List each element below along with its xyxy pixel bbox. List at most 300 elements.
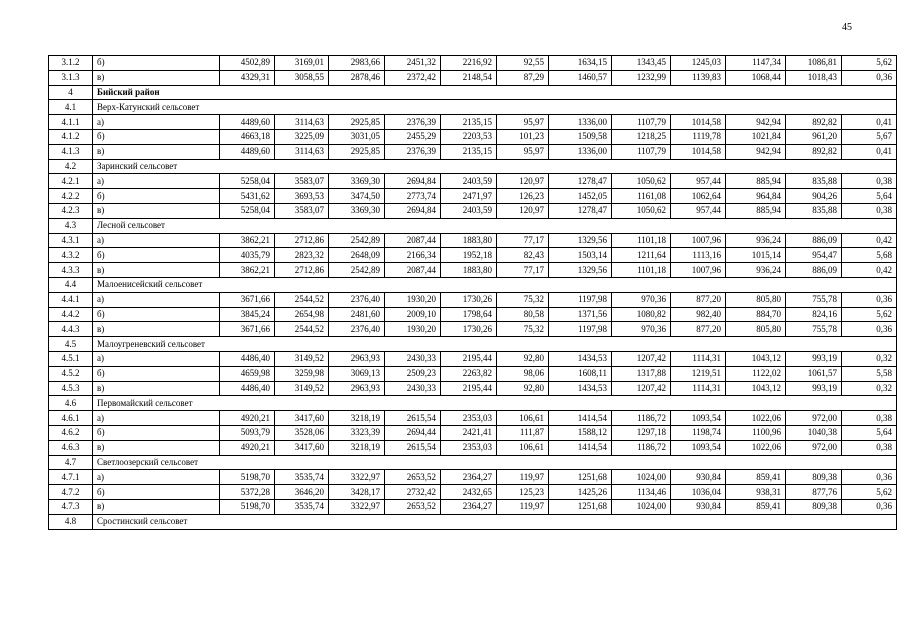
- row-variant: б): [93, 189, 220, 204]
- value-cell: 1297,18: [612, 425, 671, 440]
- value-cell: 2878,46: [329, 70, 385, 85]
- value-cell: 5198,70: [220, 499, 275, 514]
- value-cell: 2263,82: [441, 366, 497, 381]
- value-cell: 4489,60: [220, 115, 275, 130]
- value-cell: 2148,54: [441, 70, 497, 85]
- value-cell: 930,84: [671, 470, 726, 485]
- row-variant: а): [93, 115, 220, 130]
- value-cell: 1930,20: [385, 322, 441, 337]
- value-cell: 1343,45: [612, 56, 671, 71]
- value-cell: 942,94: [726, 144, 786, 159]
- value-cell: 5372,28: [220, 485, 275, 500]
- value-cell: 80,58: [497, 307, 549, 322]
- value-cell: 5,58: [842, 366, 897, 381]
- value-cell: 4486,40: [220, 351, 275, 366]
- value-cell: 1503,14: [549, 248, 612, 263]
- row-code: 4.2.3: [49, 203, 93, 218]
- section-title: Верх-Катунский сельсовет: [93, 100, 897, 115]
- value-cell: 3369,30: [329, 174, 385, 189]
- value-cell: 1278,47: [549, 174, 612, 189]
- value-cell: 1883,80: [441, 233, 497, 248]
- value-cell: 1186,72: [612, 440, 671, 455]
- row-variant: в): [93, 499, 220, 514]
- value-cell: 92,80: [497, 351, 549, 366]
- value-cell: 2087,44: [385, 263, 441, 278]
- value-cell: 964,84: [726, 189, 786, 204]
- page-number: 45: [842, 22, 852, 33]
- value-cell: 1460,57: [549, 70, 612, 85]
- value-cell: 835,88: [786, 203, 842, 218]
- section-code: 4.2: [49, 159, 93, 174]
- table-row: [49, 263, 897, 278]
- row-variant: б): [93, 307, 220, 322]
- row-variant: а): [93, 174, 220, 189]
- value-cell: 2195,44: [441, 351, 497, 366]
- value-cell: 4486,40: [220, 381, 275, 396]
- value-cell: 2009,10: [385, 307, 441, 322]
- value-cell: 2372,42: [385, 70, 441, 85]
- section-code: 4.8: [49, 514, 93, 529]
- value-cell: 92,55: [497, 56, 549, 71]
- value-cell: 3114,63: [275, 144, 329, 159]
- value-cell: 2403,59: [441, 203, 497, 218]
- value-cell: 2653,52: [385, 470, 441, 485]
- value-cell: 755,78: [786, 292, 842, 307]
- value-cell: 1018,43: [786, 70, 842, 85]
- value-cell: 993,19: [786, 351, 842, 366]
- row-code: 4.6.1: [49, 411, 93, 426]
- section-code: 4.1: [49, 100, 93, 115]
- value-cell: 0,32: [842, 381, 897, 396]
- value-cell: 1371,56: [549, 307, 612, 322]
- section-code: 4.4: [49, 277, 93, 292]
- value-cell: 2195,44: [441, 381, 497, 396]
- value-cell: 1730,26: [441, 292, 497, 307]
- value-cell: 2432,65: [441, 485, 497, 500]
- value-cell: 1930,20: [385, 292, 441, 307]
- value-cell: 0,42: [842, 263, 897, 278]
- row-variant: а): [93, 233, 220, 248]
- section-title: Светлоозерский сельсовет: [93, 455, 897, 470]
- value-cell: 1608,11: [549, 366, 612, 381]
- value-cell: 3323,39: [329, 425, 385, 440]
- table-row: [49, 189, 897, 204]
- value-cell: 809,38: [786, 470, 842, 485]
- value-cell: 1414,54: [549, 411, 612, 426]
- section-row: [49, 85, 897, 100]
- value-cell: 101,23: [497, 129, 549, 144]
- table-row: [49, 440, 897, 455]
- row-code: 3.1.3: [49, 70, 93, 85]
- value-cell: 3417,60: [275, 440, 329, 455]
- value-cell: 120,97: [497, 174, 549, 189]
- value-cell: 120,97: [497, 203, 549, 218]
- table-row: [49, 129, 897, 144]
- value-cell: 1251,68: [549, 499, 612, 514]
- value-cell: 2963,93: [329, 381, 385, 396]
- value-cell: 2773,74: [385, 189, 441, 204]
- value-cell: 2471,97: [441, 189, 497, 204]
- value-cell: 1043,12: [726, 381, 786, 396]
- value-cell: 1114,31: [671, 351, 726, 366]
- table-row: [49, 351, 897, 366]
- value-cell: 5,64: [842, 189, 897, 204]
- row-variant: в): [93, 322, 220, 337]
- value-cell: 885,94: [726, 203, 786, 218]
- value-cell: 877,20: [671, 292, 726, 307]
- row-variant: в): [93, 440, 220, 455]
- value-cell: 1317,88: [612, 366, 671, 381]
- value-cell: 5258,04: [220, 174, 275, 189]
- value-cell: 2364,27: [441, 499, 497, 514]
- value-cell: 3169,01: [275, 56, 329, 71]
- value-cell: 886,09: [786, 233, 842, 248]
- row-code: 4.1.3: [49, 144, 93, 159]
- value-cell: 2135,15: [441, 144, 497, 159]
- value-cell: 2963,93: [329, 351, 385, 366]
- row-code: 4.4.1: [49, 292, 93, 307]
- value-cell: 755,78: [786, 322, 842, 337]
- value-cell: 2615,54: [385, 440, 441, 455]
- value-cell: 1022,06: [726, 440, 786, 455]
- section-row: [49, 159, 897, 174]
- value-cell: 0,32: [842, 351, 897, 366]
- value-cell: 4502,89: [220, 56, 275, 71]
- value-cell: 1022,06: [726, 411, 786, 426]
- row-variant: в): [93, 203, 220, 218]
- value-cell: 961,20: [786, 129, 842, 144]
- value-cell: 1336,00: [549, 115, 612, 130]
- value-cell: 5093,79: [220, 425, 275, 440]
- data-table: [48, 55, 897, 530]
- value-cell: 4920,21: [220, 411, 275, 426]
- value-cell: 77,17: [497, 263, 549, 278]
- value-cell: 2376,40: [329, 292, 385, 307]
- value-cell: 970,36: [612, 322, 671, 337]
- value-cell: 993,19: [786, 381, 842, 396]
- row-code: 4.7.3: [49, 499, 93, 514]
- row-code: 4.5.2: [49, 366, 93, 381]
- value-cell: 3149,52: [275, 381, 329, 396]
- value-cell: 0,36: [842, 322, 897, 337]
- table-row: [49, 203, 897, 218]
- value-cell: 3671,66: [220, 292, 275, 307]
- value-cell: 824,16: [786, 307, 842, 322]
- value-cell: 2694,84: [385, 203, 441, 218]
- row-code: 4.4.2: [49, 307, 93, 322]
- value-cell: 2712,86: [275, 233, 329, 248]
- value-cell: 3535,74: [275, 499, 329, 514]
- value-cell: 75,32: [497, 322, 549, 337]
- value-cell: 2481,60: [329, 307, 385, 322]
- value-cell: 809,38: [786, 499, 842, 514]
- value-cell: 1452,05: [549, 189, 612, 204]
- value-cell: 1014,58: [671, 144, 726, 159]
- value-cell: 1198,74: [671, 425, 726, 440]
- value-cell: 2451,32: [385, 56, 441, 71]
- value-cell: 1278,47: [549, 203, 612, 218]
- value-cell: 972,00: [786, 411, 842, 426]
- row-variant: а): [93, 411, 220, 426]
- value-cell: 2403,59: [441, 174, 497, 189]
- value-cell: 2421,41: [441, 425, 497, 440]
- value-cell: 1197,98: [549, 322, 612, 337]
- value-cell: 3862,21: [220, 263, 275, 278]
- value-cell: 1061,57: [786, 366, 842, 381]
- row-code: 4.1.1: [49, 115, 93, 130]
- value-cell: 5,62: [842, 56, 897, 71]
- value-cell: 5,62: [842, 485, 897, 500]
- value-cell: 1093,54: [671, 411, 726, 426]
- value-cell: 859,41: [726, 470, 786, 485]
- value-cell: 1336,00: [549, 144, 612, 159]
- value-cell: 2135,15: [441, 115, 497, 130]
- value-cell: 1107,79: [612, 144, 671, 159]
- value-cell: 0,38: [842, 411, 897, 426]
- value-cell: 3583,07: [275, 174, 329, 189]
- table-row: [49, 307, 897, 322]
- value-cell: 2364,27: [441, 470, 497, 485]
- table-row: [49, 366, 897, 381]
- row-variant: в): [93, 381, 220, 396]
- value-cell: 2544,52: [275, 322, 329, 337]
- value-cell: 2694,44: [385, 425, 441, 440]
- value-cell: 95,97: [497, 144, 549, 159]
- value-cell: 0,38: [842, 203, 897, 218]
- table-body: [49, 56, 897, 530]
- value-cell: 2087,44: [385, 233, 441, 248]
- value-cell: 1043,12: [726, 351, 786, 366]
- row-code: 4.5.3: [49, 381, 93, 396]
- value-cell: 942,94: [726, 115, 786, 130]
- row-code: 4.4.3: [49, 322, 93, 337]
- value-cell: 3259,98: [275, 366, 329, 381]
- value-cell: 5,64: [842, 425, 897, 440]
- value-cell: 2654,98: [275, 307, 329, 322]
- value-cell: 1050,62: [612, 174, 671, 189]
- value-cell: 2694,84: [385, 174, 441, 189]
- value-cell: 2712,86: [275, 263, 329, 278]
- table-row: [49, 115, 897, 130]
- row-code: 4.2.1: [49, 174, 93, 189]
- value-cell: 75,32: [497, 292, 549, 307]
- value-cell: 5431,62: [220, 189, 275, 204]
- value-cell: 2216,92: [441, 56, 497, 71]
- value-cell: 0,36: [842, 470, 897, 485]
- row-variant: б): [93, 56, 220, 71]
- value-cell: 2509,23: [385, 366, 441, 381]
- value-cell: 957,44: [671, 174, 726, 189]
- value-cell: 1036,04: [671, 485, 726, 500]
- value-cell: 1434,53: [549, 381, 612, 396]
- value-cell: 885,94: [726, 174, 786, 189]
- value-cell: 805,80: [726, 292, 786, 307]
- value-cell: 3474,50: [329, 189, 385, 204]
- row-code: 4.7.1: [49, 470, 93, 485]
- value-cell: 1014,58: [671, 115, 726, 130]
- value-cell: 3528,06: [275, 425, 329, 440]
- value-cell: 2353,03: [441, 411, 497, 426]
- value-cell: 2430,33: [385, 351, 441, 366]
- row-variant: в): [93, 263, 220, 278]
- value-cell: 3646,20: [275, 485, 329, 500]
- section-row: [49, 218, 897, 233]
- value-cell: 1197,98: [549, 292, 612, 307]
- value-cell: 1114,31: [671, 381, 726, 396]
- value-cell: 5,62: [842, 307, 897, 322]
- row-code: 4.7.2: [49, 485, 93, 500]
- value-cell: 892,82: [786, 115, 842, 130]
- value-cell: 1588,12: [549, 425, 612, 440]
- value-cell: 3583,07: [275, 203, 329, 218]
- value-cell: 3031,05: [329, 129, 385, 144]
- table-row: [49, 292, 897, 307]
- row-code: 4.6.3: [49, 440, 93, 455]
- value-cell: 1186,72: [612, 411, 671, 426]
- value-cell: 2542,89: [329, 233, 385, 248]
- row-code: 4.2.2: [49, 189, 93, 204]
- value-cell: 3218,19: [329, 440, 385, 455]
- value-cell: 87,29: [497, 70, 549, 85]
- value-cell: 4663,18: [220, 129, 275, 144]
- row-variant: б): [93, 425, 220, 440]
- value-cell: 1218,25: [612, 129, 671, 144]
- row-variant: а): [93, 292, 220, 307]
- value-cell: 1414,54: [549, 440, 612, 455]
- value-cell: 1062,64: [671, 189, 726, 204]
- value-cell: 2166,34: [385, 248, 441, 263]
- value-cell: 1007,96: [671, 263, 726, 278]
- value-cell: 1101,18: [612, 263, 671, 278]
- value-cell: 936,24: [726, 263, 786, 278]
- value-cell: 3322,97: [329, 470, 385, 485]
- value-cell: 1207,42: [612, 351, 671, 366]
- value-cell: 3218,19: [329, 411, 385, 426]
- value-cell: 1050,62: [612, 203, 671, 218]
- value-cell: 0,41: [842, 144, 897, 159]
- value-cell: 1100,96: [726, 425, 786, 440]
- table-row: [49, 381, 897, 396]
- section-title: Малоугреневский сельсовет: [93, 337, 897, 352]
- value-cell: 3417,60: [275, 411, 329, 426]
- value-cell: 1015,14: [726, 248, 786, 263]
- value-cell: 1101,18: [612, 233, 671, 248]
- value-cell: 82,43: [497, 248, 549, 263]
- value-cell: 3369,30: [329, 203, 385, 218]
- value-cell: 1329,56: [549, 263, 612, 278]
- section-row: [49, 514, 897, 529]
- value-cell: 1007,96: [671, 233, 726, 248]
- table-row: [49, 322, 897, 337]
- value-cell: 2925,85: [329, 144, 385, 159]
- value-cell: 886,09: [786, 263, 842, 278]
- section-title: Сростинский сельсовет: [93, 514, 897, 529]
- value-cell: 1219,51: [671, 366, 726, 381]
- value-cell: 1207,42: [612, 381, 671, 396]
- row-code: 4.3.2: [49, 248, 93, 263]
- section-code: 4.6: [49, 396, 93, 411]
- section-code: 4.3: [49, 218, 93, 233]
- value-cell: 4329,31: [220, 70, 275, 85]
- value-cell: 5,67: [842, 129, 897, 144]
- value-cell: 2353,03: [441, 440, 497, 455]
- value-cell: 4659,98: [220, 366, 275, 381]
- value-cell: 77,17: [497, 233, 549, 248]
- value-cell: 892,82: [786, 144, 842, 159]
- section-row: [49, 396, 897, 411]
- value-cell: 0,36: [842, 292, 897, 307]
- value-cell: 1139,83: [671, 70, 726, 85]
- row-code: 4.3.1: [49, 233, 93, 248]
- table-row: [49, 499, 897, 514]
- value-cell: 1329,56: [549, 233, 612, 248]
- value-cell: 1509,58: [549, 129, 612, 144]
- row-variant: в): [93, 70, 220, 85]
- value-cell: 3114,63: [275, 115, 329, 130]
- value-cell: 3069,13: [329, 366, 385, 381]
- value-cell: 877,76: [786, 485, 842, 500]
- value-cell: 1161,08: [612, 189, 671, 204]
- table-row: [49, 56, 897, 71]
- section-title: Бийский район: [93, 85, 897, 100]
- section-code: 4.7: [49, 455, 93, 470]
- value-cell: 1245,03: [671, 56, 726, 71]
- value-cell: 119,97: [497, 470, 549, 485]
- value-cell: 805,80: [726, 322, 786, 337]
- value-cell: 111,87: [497, 425, 549, 440]
- value-cell: 2983,66: [329, 56, 385, 71]
- value-cell: 3058,55: [275, 70, 329, 85]
- row-variant: в): [93, 144, 220, 159]
- table-row: [49, 70, 897, 85]
- section-row: [49, 337, 897, 352]
- value-cell: 0,38: [842, 440, 897, 455]
- row-variant: б): [93, 248, 220, 263]
- value-cell: 4035,79: [220, 248, 275, 263]
- value-cell: 2376,39: [385, 144, 441, 159]
- value-cell: 3535,74: [275, 470, 329, 485]
- section-row: [49, 455, 897, 470]
- value-cell: 3428,17: [329, 485, 385, 500]
- value-cell: 92,80: [497, 381, 549, 396]
- value-cell: 119,97: [497, 499, 549, 514]
- value-cell: 1883,80: [441, 263, 497, 278]
- value-cell: 95,97: [497, 115, 549, 130]
- value-cell: 2455,29: [385, 129, 441, 144]
- row-variant: а): [93, 351, 220, 366]
- value-cell: 2376,39: [385, 115, 441, 130]
- value-cell: 1434,53: [549, 351, 612, 366]
- value-cell: 1730,26: [441, 322, 497, 337]
- value-cell: 2823,32: [275, 248, 329, 263]
- row-code: 4.3.3: [49, 263, 93, 278]
- value-cell: 1119,78: [671, 129, 726, 144]
- value-cell: 954,47: [786, 248, 842, 263]
- row-variant: б): [93, 366, 220, 381]
- section-row: [49, 100, 897, 115]
- section-code: 4: [49, 85, 93, 100]
- value-cell: 4489,60: [220, 144, 275, 159]
- section-title: Заринский сельсовет: [93, 159, 897, 174]
- value-cell: 126,23: [497, 189, 549, 204]
- value-cell: 0,36: [842, 70, 897, 85]
- value-cell: 1021,84: [726, 129, 786, 144]
- row-variant: б): [93, 129, 220, 144]
- value-cell: 106,61: [497, 411, 549, 426]
- value-cell: 3845,24: [220, 307, 275, 322]
- value-cell: 3225,09: [275, 129, 329, 144]
- value-cell: 3862,21: [220, 233, 275, 248]
